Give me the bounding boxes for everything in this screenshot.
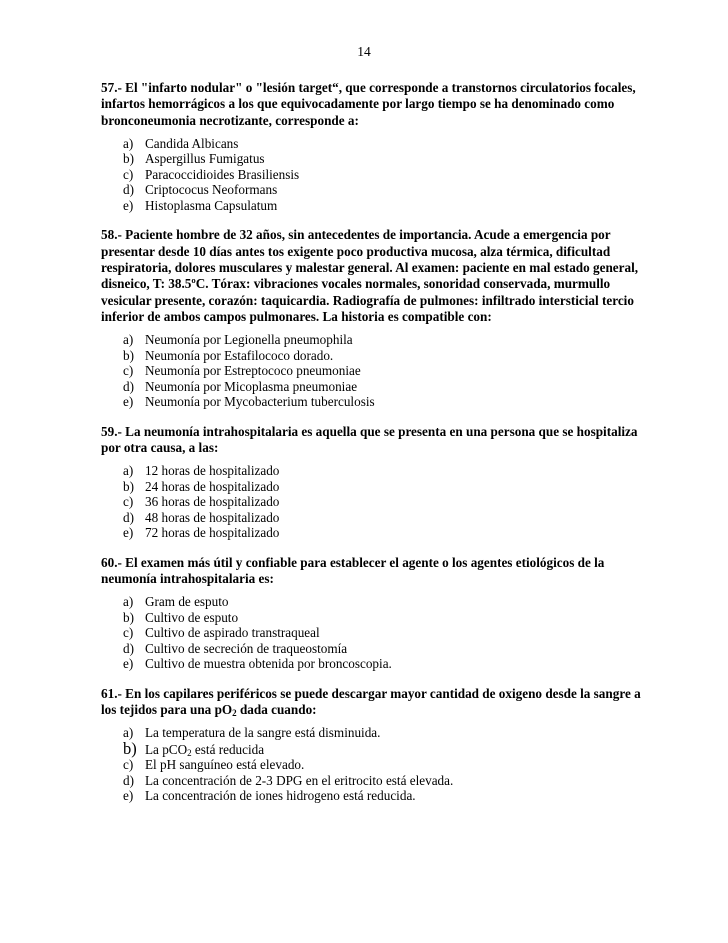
- option-b: [123, 348, 641, 364]
- option-text: La concentración de iones hidrogeno está reducida.: [145, 788, 416, 804]
- option-c: [123, 167, 641, 183]
- option-list: [101, 332, 641, 410]
- option-c: [123, 494, 641, 510]
- option-e: [123, 525, 641, 541]
- option-letter: c): [123, 757, 134, 773]
- option-e: [123, 198, 641, 214]
- option-b: [123, 610, 641, 626]
- option-letter: e): [123, 525, 134, 541]
- option-letter: a): [123, 594, 134, 610]
- option-letter: a): [123, 463, 134, 479]
- option-letter: e): [123, 394, 134, 410]
- option-a: [123, 594, 641, 610]
- option-list: [101, 594, 641, 672]
- question-57: [101, 80, 641, 213]
- option-c: [123, 757, 641, 773]
- question-stem: 58.- Paciente hombre de 32 años, sin antecedentes de importancia. Acude a emergencia por presentar desde 10 días antes tos exigente poco productiva mucosa, alza térmica, dificultad respiratoria, dolores musculares y malestar general. Al examen: paciente en mal estado general, disneico, T: 38.5ºC. Tórax: vibraciones vocales normales, sonoridad conservada, murmullo vesicular presente, corazón: taquicardia. Radiografía de pulmones: infiltrado intersticial tercio inferior de ambos campos pulmonares. La historia es compatible con:: [101, 227, 639, 324]
- option-letter: c): [123, 363, 134, 379]
- option-a: [123, 136, 641, 152]
- option-d: [123, 510, 641, 526]
- option-list: [101, 463, 641, 541]
- option-c: [123, 625, 641, 641]
- option-letter: b): [123, 478, 134, 494]
- stem-text-end: dada cuando:: [236, 702, 317, 718]
- option-e: [123, 788, 641, 804]
- question-58: [101, 227, 641, 409]
- option-letter: b): [123, 151, 134, 167]
- option-letter: b): [123, 738, 137, 758]
- option-text: Cultivo de muestra obtenida por broncoscopia.: [145, 656, 392, 672]
- option-text: La temperatura de la sangre está disminuida.: [145, 725, 381, 741]
- option-text: Aspergillus Fumigatus: [145, 151, 265, 167]
- option-letter: c): [123, 625, 134, 641]
- option-text: Histoplasma Capsulatum: [145, 197, 278, 213]
- option-letter: c): [123, 166, 134, 182]
- option-b: [123, 151, 641, 167]
- option-text: Criptococus Neoformans: [145, 182, 278, 198]
- option-b: [123, 479, 641, 495]
- option-text: Cultivo de secreción de traqueostomía: [145, 640, 348, 656]
- option-text: Neumonía por Mycobacterium tuberculosis: [145, 394, 375, 410]
- option-text: 72 horas de hospitalizado: [145, 525, 280, 541]
- option-e: [123, 656, 641, 672]
- question-list: [101, 80, 641, 818]
- question-61: [101, 686, 641, 804]
- option-letter: e): [123, 656, 134, 672]
- question-stem: 59.- La neumonía intrahospitalaria es aquella que se presenta en una persona que se hospitaliza por otra causa, a las:: [101, 423, 638, 455]
- option-subscript: 2: [187, 747, 192, 758]
- option-text: Cultivo de aspirado transtraqueal: [145, 625, 320, 641]
- option-letter: d): [123, 772, 134, 788]
- stem-subscript: 2: [232, 708, 237, 719]
- option-text: 12 horas de hospitalizado: [145, 463, 280, 479]
- question-59: [101, 424, 641, 541]
- option-text: La pCO: [145, 741, 188, 757]
- question-stem: [101, 686, 641, 719]
- option-text: Cultivo de esputo: [145, 609, 239, 625]
- option-list: [101, 725, 641, 804]
- option-text: Neumonía por Estafilococo dorado.: [145, 347, 334, 363]
- option-a: [123, 463, 641, 479]
- option-list: [101, 136, 641, 214]
- option-letter: e): [123, 788, 134, 804]
- option-text: Paracoccidioides Brasiliensis: [145, 166, 300, 182]
- option-text: Gram de esputo: [145, 594, 229, 610]
- option-text: 36 horas de hospitalizado: [145, 494, 280, 510]
- option-letter: a): [123, 135, 134, 151]
- option-letter: c): [123, 494, 134, 510]
- option-d: [123, 182, 641, 198]
- option-text-end: está reducida: [191, 741, 265, 757]
- option-d: [123, 641, 641, 657]
- option-text: La concentración de 2-3 DPG en el eritrocito está elevada.: [145, 772, 454, 788]
- option-text: Neumonía por Micoplasma pneumoniae: [145, 378, 358, 394]
- page-number: 14: [357, 44, 371, 59]
- option-letter: d): [123, 182, 134, 198]
- option-letter: d): [123, 378, 134, 394]
- option-letter: d): [123, 509, 134, 525]
- question-60: [101, 555, 641, 672]
- option-letter: b): [123, 609, 134, 625]
- option-d: [123, 773, 641, 789]
- option-text: El pH sanguíneo está elevado.: [145, 757, 305, 773]
- question-stem: 57.- El "infarto nodular" o "lesión target“, que corresponde a transtornos circulatorios focales, infartos hemorrágicos a los que equivocadamente por largo tiempo se ha denominado como bronconeumonia necrotizante, corresponde a:: [101, 80, 636, 128]
- option-letter: d): [123, 640, 134, 656]
- option-text: Candida Albicans: [145, 135, 239, 151]
- question-stem: 60.- El examen más útil y confiable para establecer el agente o los agentes etiológicos de la neumonía intrahospitalaria es:: [101, 554, 605, 587]
- option-a: [123, 725, 641, 741]
- option-text: Neumonía por Estreptococo pneumoniae: [145, 363, 361, 379]
- option-d: [123, 379, 641, 395]
- option-e: [123, 394, 641, 410]
- option-letter: a): [123, 725, 134, 741]
- option-letter: b): [123, 347, 134, 363]
- stem-text: 61.- En los capilares periféricos se puede descargar mayor cantidad de oxigeno desde la sangre a los tejidos para una pO: [101, 685, 641, 718]
- option-text: Neumonía por Legionella pneumophila: [145, 332, 353, 348]
- option-letter: a): [123, 332, 134, 348]
- option-a: [123, 332, 641, 348]
- option-text: 48 horas de hospitalizado: [145, 509, 280, 525]
- option-letter: e): [123, 197, 134, 213]
- option-text: 24 horas de hospitalizado: [145, 478, 280, 494]
- option-c: [123, 363, 641, 379]
- option-b: [123, 738, 641, 758]
